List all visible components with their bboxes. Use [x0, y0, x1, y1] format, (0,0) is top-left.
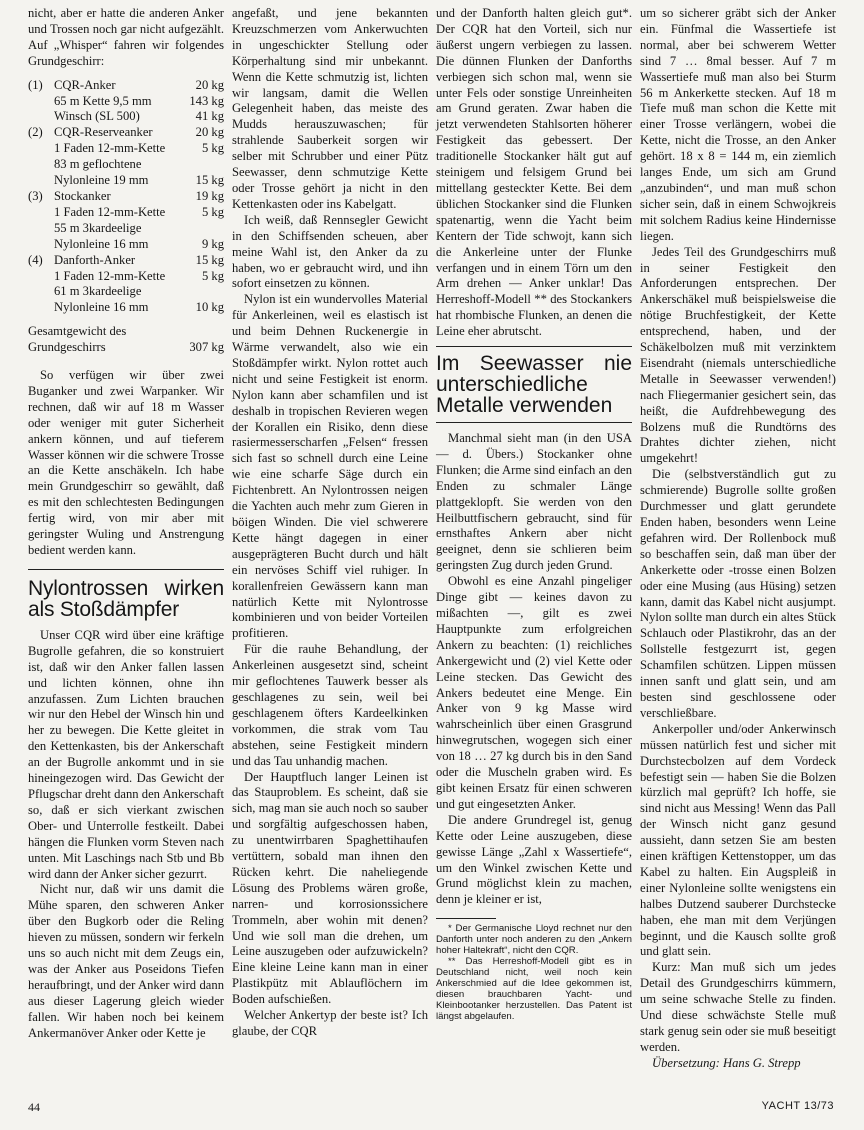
page-number: 44 [28, 1100, 40, 1114]
paragraph: Ankerpoller und/oder Ankerwinsch müssen natürlich fest und sicher mit Durchstecbolzen auf dem Vordeck befestigt sein — haben Sie die Bolzen kürzlich mal geprüft? Ich hoffe, sie sind nicht aus Messing! Wenn das Pall der Winsch nicht ganz gesund aussieht, dann setzen Sie am besten einen kräftigen Kettenstopper, um das Kabel zu halten. Ein Augspleiß in einer Nylonleine sollte wenigstens ein halbes Dutzend sauberer Durchstecke haben, ehe man mit dem Verjüngen beginnt, und die Kausch sollte groß und glatt sein. [640, 721, 836, 959]
paragraph: um so sicherer gräbt sich der Anker ein. Fünfmal die Wassertiefe ist normal, aber bei schwerem Wetter sind 7 … 8mal besser. Auf 7 m Wassertiefe muß man also bei Sturm 56 m Ankerkette stecken. Auf 18 m Tiefe muß man schon die Kette mit einer Trosse verlängern, wobei die Kette, nicht die Trosse, an den Anker gehört. 18 x 8 = 144 m, ein ziemlich langes Ende, um sich am Grund „anzubinden“, und man muß schon sicher sein, daß in einem Schwojkreis mit solchem Radius keine Hindernisse liegen. [640, 6, 836, 243]
paragraph: Für die rauhe Behandlung, der Ankerleinen ausgesetzt sind, scheint mir geflochtenes Tauwerk besser als geschlagenes zu sein, weil bei geschlagenem öfters Kardeelkinken vorkommen, die strak vom Tau abstehen, seine Festigkeit mindern und das Tau unhandig machen. [232, 642, 428, 768]
gear-row [28, 253, 224, 269]
gear-list [28, 78, 224, 317]
gear-weight: 20 kg [195, 77, 224, 92]
gear-row [28, 205, 224, 221]
paragraph: Nylon ist ein wundervolles Material für Ankerleinen, weil es elastisch ist und beim Dehnen Ruckenergie in Wärme verwandelt, also wie ein Stoßdämpfer wirkt. Nylon rottet auch nicht und seine Festigkeit ist enorm. Nylon kann aber schamfilen und ist deshalb in tropischen Revieren wegen der Korallen ein Risiko, denn diese rasiermesserscharfen „Felsen“ fressen sich fast so schnell durch eine Leine wie eine scharfe Säge durch ein Fichtenbrett. An Nylontrossen neigen die Yachten auch mehr zum Gieren in böigen Winden. Die viel schwerere Kette hängt dagegen in einer ausgeprägteren Bucht durch und hält ein nervöses Schiff viel ruhiger. In korallenfreien Gewässern kann man natürlich Kette mit Nylontrosse kombinieren und von beider Vorteilen profitieren. [232, 292, 428, 641]
gear-item: 1 Faden 12-mm-Kette [54, 141, 166, 156]
gear-item: Nylonleine 19 mm [54, 173, 149, 188]
paragraph: Welcher Ankertyp der beste ist? Ich glaube, der CQR [232, 1008, 428, 1038]
total-label: Grundgeschirrs [28, 340, 106, 355]
footnote: * Der Germanische Lloyd rechnet nur den Danforth unter noch anderen zu den „Ankern hoher Haltekraft“, nicht den CQR. [436, 923, 632, 957]
gear-weight: 143 kg [189, 93, 224, 108]
paragraph: Die andere Grundregel ist, genug Kette oder Leine auszugeben, diese gewisse Länge „Zahl x Wassertiefe“, um den Winkel zwischen Kette und Grund möglichst klein zu machen, denn je kleiner er ist, [436, 812, 632, 907]
gear-item: 65 m Kette 9,5 mm [54, 93, 152, 108]
paragraph: Manchmal sieht man (in den USA — d. Übers.) Stockanker ohne Flunken; die Arme sind einfach an den Enden zu schmaler Länge plattgeklopft. Sie werden von den Heilbuttfischern gebraucht, sind für ernsthaftes Ankern aber nicht geeignet, denn sie schlieren beim geringsten Zug durch jeden Grund. [436, 431, 632, 573]
gear-row [28, 109, 224, 125]
gear-weight: 15 kg [195, 252, 224, 267]
gear-weight: 5 kg [201, 204, 224, 219]
section-heading: Nylontrossen wirken als Stoßdämpfer [28, 569, 224, 620]
gear-weight: 15 kg [195, 173, 224, 188]
footnote-rule [436, 918, 496, 919]
paragraph: und der Danforth halten gleich gut*. Der CQR hat den Vorteil, sich nur äußerst ungern verbiegen zu lassen. Die dünnen Flunken der Danforths verbiegen sich schon mal, wenn sie unter Fels oder sonstige Unreinheiten am Grund geraten. Zwar haben die jetzt verwendeten Stahlsorten höherer Festigkeit das gebessert. Der traditionelle Stockanker hält gut auf steinigem und felsigem Grund bei mittellang gesteckter Kette. Bei dem üblichen Stockanker sind die Flunken spatenartig, wenn die Yacht beim Kentern der Tide schwojt, kann sich die Ankerleine unter der Flunke verfangen und in einem Törn um den Arm drehen — Anker unklar! Das Herreshoff-Modell ** des Stockankers hat rhombische Flunken, an denen die Leine eher abrutscht. [436, 6, 632, 339]
total-value: 307 kg [189, 340, 224, 355]
gear-item: Nylonleine 16 mm [54, 300, 149, 315]
paragraph: angefaßt, und jene bekannten Kreuzschmerzen vom Ankerwuchten in ungeschickter Stellung oder Körperhaltung sind mir unbekannt. Wenn die Kette schmutzig ist, lichten wir langsam, damit die Wellen Gelegenheit haben, das meiste des Mudds herauszuwaschen; für strahlende Sauberkeit sorgen wir selber mit Schrubber und einer Pütz Seewasser, denn schmutzige Kette oder Trosse gehört ja nicht in den Kettenkasten oder ins Kabelgatt. [232, 6, 428, 211]
gear-item: CQR-Anker [54, 77, 116, 92]
gear-item: 1 Faden 12-mm-Kette [54, 268, 166, 283]
translator-credit: Übersetzung: Hans G. Strepp [652, 1055, 801, 1070]
gear-item: 61 m 3kardeelige [54, 284, 142, 299]
column-1 [28, 6, 224, 1041]
gear-weight: 41 kg [195, 109, 224, 124]
gear-row [28, 189, 224, 205]
issue-label: YACHT 13/73 [761, 1100, 834, 1112]
column-3 [436, 6, 632, 1022]
gear-weight: 20 kg [195, 125, 224, 140]
gear-item: CQR-Reserveanker [54, 125, 153, 140]
paragraph: Ich weiß, daß Rennsegler Gewicht in den Schiffsenden scheuen, aber meine Wahl ist, den Anker da zu haben, wo er gebraucht wird, und ihn sofort einsetzen zu können. [232, 212, 428, 291]
paragraph: Nicht nur, daß wir uns damit die Mühe sparen, den schweren Anker über den Bugkorb oder die Reling hieven zu müssen, sondern wir ferkeln uns so auch nicht mit dem Zeugs ein, was der Anker aus Poseidons Tiefen heraufbringt, und der Anker wird dann aus dieser Lagerung gleich wieder fallen. Wir haben noch bei keinem Ankermanöver Anker oder Kette je [28, 882, 224, 1040]
gear-row [28, 157, 224, 173]
paragraph: Jedes Teil des Grundgeschirrs muß in seiner Festigkeit den Anforderungen entsprechen. Der Ankerschäkel muß beispielsweise die nötige Bruchfestigkeit, der Kette entsprechend, haben, und der Schäkelbolzen muß mit verzinktem Eisendraht (niemals unterschiedliche Metalle in Seewasser verwenden!) nach Fliegermanier gesichert sein, das heißt, die Aufdrehbewegung des Bolzens muß die Rundtörns des Drahtes dichter ziehen, nicht umgekehrt! [640, 244, 836, 466]
gear-item: Winsch (SL 500) [54, 109, 140, 124]
gear-row [28, 94, 224, 110]
gear-item: 1 Faden 12-mm-Kette [54, 204, 166, 219]
gear-row [28, 237, 224, 253]
column-2 [232, 6, 428, 1040]
gear-row [28, 173, 224, 189]
paragraph: Der Hauptfluch langer Leinen ist das Stauproblem. Es scheint, daß sie sich, mag man sie auch noch so sauber und sorgfältig aufgeschossen haben, zu unentwirrbaren Spaghettihaufen vertüttern, sobald man ihnen den Rücken kehrt. Die naheliegende Lösung des Problems wären große, narren- und korrosionssichere Trommeln, aber wohin mit denen? Und wie soll man die drehen, um Leine auszugeben oder aufzuwickeln? Eine kleine Leine kann man in einer Plastikpütz mit Ablauflöchern im Boden aufschießen. [232, 769, 428, 1007]
gear-number: (3) [28, 188, 43, 203]
gear-weight: 5 kg [201, 268, 224, 283]
gear-row [28, 141, 224, 157]
gear-row [28, 300, 224, 316]
gear-row [28, 125, 224, 141]
gear-row [28, 269, 224, 285]
gear-total [28, 324, 224, 356]
gear-item: 83 m geflochtene [54, 157, 142, 172]
gear-number: (1) [28, 77, 43, 92]
gear-item: Stockanker [54, 188, 111, 203]
gear-item: Danforth-Anker [54, 252, 136, 267]
total-label: Gesamtgewicht des [28, 324, 127, 339]
gear-weight: 19 kg [195, 188, 224, 203]
column-4 [640, 6, 836, 1072]
gear-weight: 5 kg [201, 141, 224, 156]
gear-row [28, 221, 224, 237]
paragraph: Kurz: Man muß sich um jedes Detail des Grundgeschirrs kümmern, um seine schwache Stelle zu finden. Und diese schwächste Stelle muß stark genug sein oder sie muß beseitigt werden. [640, 960, 836, 1054]
paragraph: So verfügen wir über zwei Buganker und zwei Warpanker. Wir rechnen, daß wir auf 18 m Wasser oder weniger mit guter Sicherheit ankern können, und auf tieferem Wasser können wir die schwere Trosse an die Kette anschäkeln. Ich habe mein Grundgeschirr so gewählt, daß es mit den schlechtesten Bedingungen fertig wird, von mir aber mit geringster Wuling und Anstrengung bedient werden kann. [28, 368, 224, 557]
gear-number: (4) [28, 252, 43, 267]
paragraph: Obwohl es eine Anzahl pingeliger Dinge gibt — keines davon zu mißachten —, gilt es zwei Hauptpunkte zum erfolgreichen Ankern zu beachten: (1) reichliches Ankergewicht und (2) viel Kette oder Leine stecken. Das Gewicht des Ankers bedeutet eine Menge. Ein Anker von 9 kg Masse wird wahrscheinlich über einen Grasgrund hinwegrutschen, wogegen sich einer von 18 … 27 kg durch bis in den Sand oder die Muscheln graben wird. Es gibt keinen Ersatz für einen schweren und gut eingesetzten Anker. [436, 574, 632, 811]
gear-item: 55 m 3kardeelige [54, 220, 142, 235]
gear-row [28, 78, 224, 94]
paragraph: nicht, aber er hatte die anderen Anker und Trossen noch gar nicht aufgezählt. Auf „Whisper“ fahren wir folgendes Grundgeschirr: [28, 6, 224, 68]
footnote: ** Das Herreshoff-Modell gibt es in Deutschland nicht, weil noch kein Ankerschmied auf die Idee gekommen ist, diesen brauchbaren Yacht- und Kleinbootanker herzustellen. Das Patent ist längst abgelaufen. [436, 956, 632, 1023]
paragraph: Unser CQR wird über eine kräftige Bugrolle gefahren, die so konstruiert ist, daß wir den Anker fallen lassen und lichten können, ohne ihn anzufassen. Zum Lichten brauchen wir nur den Hebel der Winsch hin und her zu bewegen. Die Kette gleitet in den Kettenkasten, bis der Ankerschaft an der Bugrolle ankommt und in sie hineingezogen wird. Das Gewicht der Pflugschar dreht dann den Ankerschaft so, daß er sich vierkant zwischen Ober- und Unterrolle festkeilt. Dabei hängen die Flunken vorm Steven nach unten. Mit Laschings nach Stb und Bb wird dann der Anker sicher gezurrt. [28, 627, 224, 881]
gear-item: Nylonleine 16 mm [54, 236, 149, 251]
gear-number: (2) [28, 125, 43, 140]
gear-weight: 10 kg [195, 300, 224, 315]
gear-weight: 9 kg [201, 236, 224, 251]
gear-row [28, 284, 224, 300]
paragraph: Die (selbstverständlich gut zu schmierende) Bugrolle sollte großen Durchmesser und glatt gerundete Enden haben, besonders wenn Leine gefahren wird. Der Rollenbock muß so beschaffen sein, daß man über der Ankerkette oder -trosse einen Bolzen oder eine Musing (aus Hüsing) setzen kann, damit das Kabel nicht ausjumpt. Nylon sollte man durch ein altes Stück Schlauch oder Plastikrohr, das an der Sollstelle festgezurrt ist, gegen Schamfilen schützen. Lippen müssen innen sanft und glatt sein, und am besten sind geschlossene oder verschließbare. [640, 467, 836, 720]
section-heading: Im Seewasser nie unterschiedliche Metalle verwenden [436, 346, 632, 423]
